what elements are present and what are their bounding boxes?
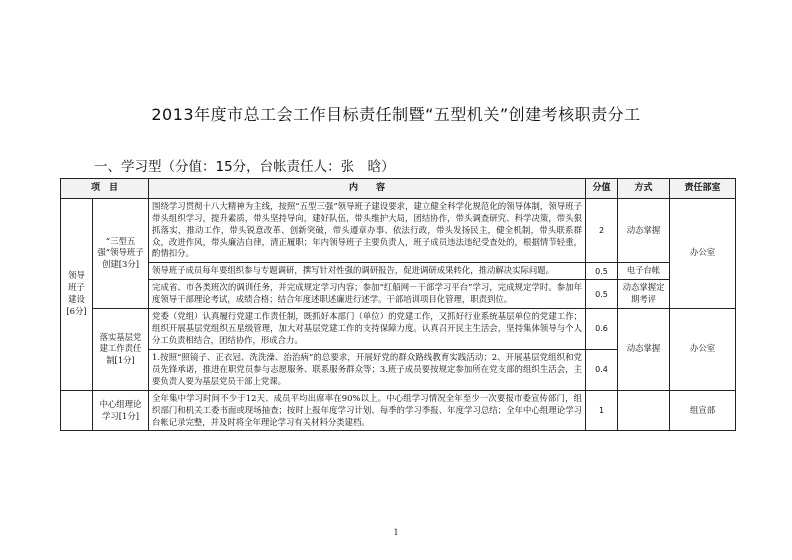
page-title: 2013年度市总工会工作目标责任制暨“五型机关”创建考核职责分工 (151, 105, 641, 124)
header-dept: 责任部室 (670, 179, 736, 199)
content-cell: 全年集中学习时间不少于12天、成员平均出席率在90%以上。中心组学习情况全年至少一次要报市委宣传部门，组织部门和机关工委书面或现场抽查；按时上报年度学习计划、每季的学习季报、年度学习总结；全年中心组理论学习台帐记录完整，并及时将全年理论学习有关材料分类建档。 (149, 390, 586, 431)
category-cell: 领导班子建设[6分] (61, 198, 93, 390)
header-project: 项 目 (61, 179, 149, 199)
method-cell (618, 390, 670, 431)
blank-cell (61, 390, 93, 431)
score-cell: 0.4 (586, 349, 618, 390)
responsibility-table (60, 178, 736, 431)
score-cell: 0.6 (586, 309, 618, 350)
content-cell: 党委（党组）认真履行党建工作责任制，既抓好本部门（单位）的党建工作，又抓好行业系统基层单位的党建工作；组织开展基层党组织五星级管理，加大对基层党建工作的支持保障力度。认真召开民主生活会，坚持集体领导与个人分工负责相结合，团结协作，形成合力。 (149, 309, 586, 350)
dept-cell: 办公室 (670, 309, 736, 391)
method-cell: 动态掌握定期考评 (618, 280, 670, 309)
table-row (61, 263, 736, 280)
content-cell: 围绕学习贯彻十八大精神为主线，按照“五型三强”领导班子建设要求，建立健全科学化规范化的领导体制，领导班子带头组织学习，提升素质，带头坚持导向，建好队伍，带头维护大局，团结协作，带头调查研究、科学决策，带头狠抓落实，推动工作，带头锐意改革、创新突破，带头遵章办事、依法行政，带头发扬民主，健全机制，带头联系群众，改进作风，带头廉洁自律，清正履职；年内领导班子主要负责人，班子成员违法违纪受查处的，根据情节轻重，酌情扣分。 (149, 198, 586, 263)
method-cell: 电子台帐 (618, 263, 670, 280)
group-name-cell: “三型五强”领导班子创建[3分] (93, 198, 149, 308)
score-cell: 0.5 (586, 280, 618, 309)
dept-cell: 办公室 (670, 198, 736, 308)
header-method: 方式 (618, 179, 670, 199)
method-cell: 动态掌握 (618, 309, 670, 391)
table-row (61, 309, 736, 350)
table-row (61, 390, 736, 431)
table-row (61, 280, 736, 309)
content-cell: 1.按照“照镜子、正衣冠、洗洗澡、治治病”的总要求，开展好党的群众路线教育实践活动；2、开展基层党组织和党员先锋承诺，推进在职党员参与志愿服务、联系服务群众等；3.班子成员要按规定参加所在党支部的组织生活会，主要负责人要为基层党员干部上党课。 (149, 349, 586, 390)
score-cell: 0.5 (586, 263, 618, 280)
content-cell: 领导班子成员每年要组织参与专题调研，撰写针对性强的调研报告，促进调研成果转化，推动解决实际问题。 (149, 263, 586, 280)
header-content: 内 容 (149, 179, 586, 199)
score-cell: 2 (586, 198, 618, 263)
table-row (61, 198, 736, 263)
method-cell: 动态掌握 (618, 198, 670, 263)
score-cell: 1 (586, 390, 618, 431)
table-header-row (61, 179, 736, 199)
dept-cell: 组宣部 (670, 390, 736, 431)
page-number: 1 (393, 528, 399, 537)
group-name-cell: 中心组理论学习[1分] (93, 390, 149, 431)
section-heading: 一、学习型（分值：15分，台帐责任人：张 晗） (94, 159, 395, 175)
header-score: 分值 (586, 179, 618, 199)
group-name-cell: 落实基层党建工作责任制[1分] (93, 309, 149, 391)
content-cell: 完成省、市各类班次的调训任务，并完成规定学习内容；参加“红船网－干部学习平台”学习，完成规定学时。参加年度领导干部理论考试，成绩合格；结合年度述职述廉进行述学。干部培训项目化管理，职责到位。 (149, 280, 586, 309)
